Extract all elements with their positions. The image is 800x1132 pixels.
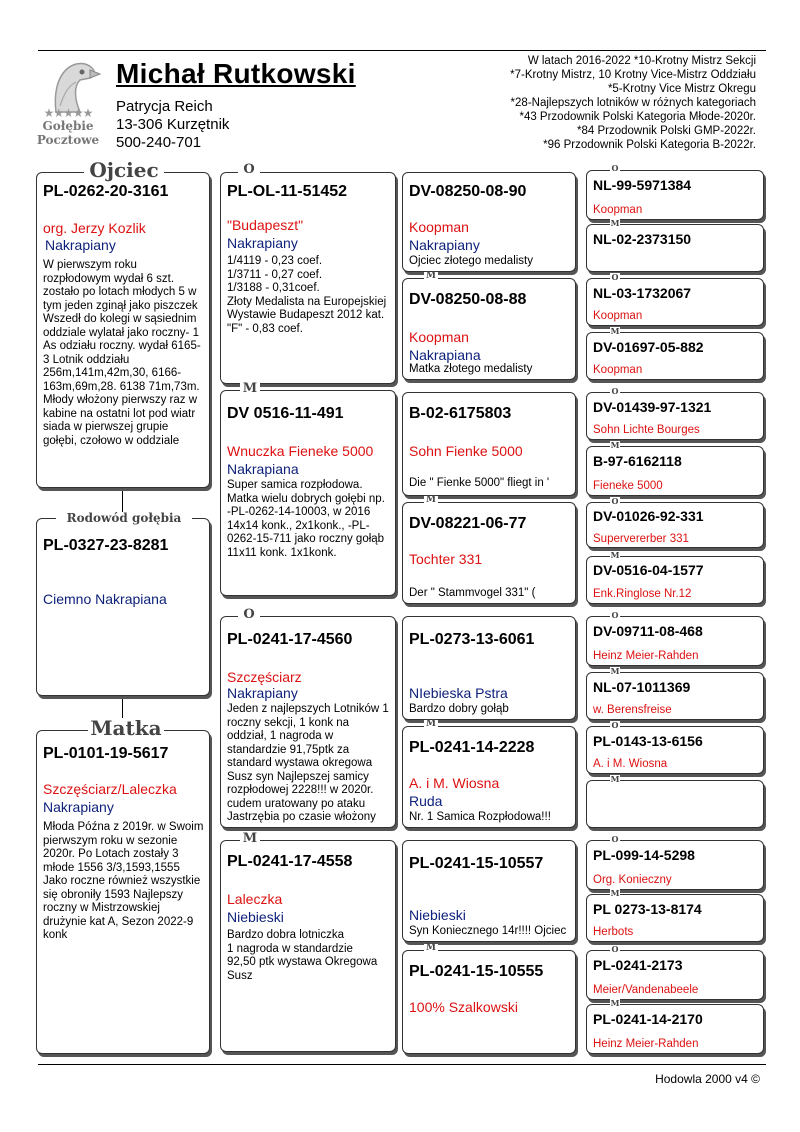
gen3-card[interactable]	[402, 726, 576, 828]
achievement: W latach 2016-2022 *10-Krotny Mistrz Sekcji	[527, 55, 756, 67]
gen3-name: A. i M. Wiosna	[409, 775, 500, 791]
gen3-notes: Bardzo dobry gołąb	[409, 703, 509, 715]
gen3-ring: DV-08250-08-90	[409, 183, 527, 200]
gen2-card[interactable]	[220, 840, 396, 1052]
top-rule	[38, 50, 766, 51]
gen2-sire-label: O	[238, 608, 260, 621]
gen4-ring: PL 0273-13-8174	[593, 901, 702, 917]
gen3-name: Koopman	[409, 329, 469, 345]
gen3-card[interactable]	[402, 172, 576, 272]
sire-name: org. Jerzy Kozlik	[43, 220, 146, 236]
gen4-card[interactable]	[586, 780, 764, 828]
dam-name: Szczęściarz/Laleczka	[43, 781, 177, 797]
gen4-sire-label: O	[611, 496, 619, 506]
gen4-card[interactable]	[586, 502, 764, 548]
gen4-name: Koopman	[593, 204, 643, 216]
owner-name: Patrycja Reich	[116, 98, 213, 115]
gen3-card[interactable]	[402, 392, 576, 496]
gen3-notes: Der " Stammvogel 331" (	[409, 587, 536, 599]
gen4-card[interactable]	[586, 170, 764, 220]
gen4-name: Org. Konieczny	[593, 874, 672, 886]
achievement: *5-Krotny Vice Mistrz Okregu	[607, 83, 756, 95]
gen3-dam-label: M	[424, 720, 438, 729]
achievement: *28-Najlepszych lotników w różnych kategoriach	[510, 97, 756, 109]
gen2-card[interactable]	[220, 172, 396, 384]
gen2-name: "Budapeszt"	[227, 217, 304, 233]
gen3-name: 100% Szalkowski	[409, 999, 518, 1015]
gen4-sire-label: O	[611, 834, 619, 844]
gen2-name: Wnuczka Fieneke 5000	[227, 443, 374, 459]
gen4-ring: PL-0241-2173	[593, 957, 683, 973]
gen2-notes: Bardzo dobra lotniczka 1 nagroda w standardzie 92,50 ptk wystawa Okregowa Susz	[227, 929, 378, 982]
gen4-sire-label: O	[611, 163, 619, 173]
software-credit: Hodowla 2000 v4 ©	[655, 1072, 760, 1086]
address: 13-306 Kurzętnik	[116, 116, 230, 133]
gen4-ring: B-97-6162118	[593, 453, 682, 469]
achievements	[420, 54, 756, 152]
gen3-color: Nakrapiany	[409, 237, 480, 253]
gen2-color: Nakrapiany	[227, 685, 298, 701]
gen4-card[interactable]	[586, 950, 764, 1000]
gen3-color: NIebieska Pstra	[409, 685, 508, 701]
gen3-ring: DV-08250-08-88	[409, 291, 527, 308]
gen3-card[interactable]	[402, 616, 576, 720]
gen4-sire-label: O	[611, 386, 619, 396]
bottom-rule	[38, 1064, 766, 1065]
gen2-color: Nakrapiana	[227, 461, 299, 477]
gen4-dam-label: M	[610, 998, 620, 1008]
gen4-ring: PL-0241-14-2170	[593, 1011, 703, 1027]
gen4-name: w. Berensfreise	[593, 704, 672, 716]
achievement: *7-Krotny Mistrz, 10 Krotny Vice-Mistrz Oddziału	[510, 69, 756, 81]
gen3-ring: PL-0273-13-6061	[409, 631, 535, 648]
gen4-card[interactable]	[586, 332, 764, 380]
gen4-dam-label: M	[610, 440, 620, 450]
gen4-name: A. i M. Wiosna	[593, 758, 668, 770]
pedigree-label: Rodowód gołębia	[56, 512, 192, 524]
gen4-name: Heinz Meier-Rahden	[593, 650, 699, 662]
gen4-ring: DV-0516-04-1577	[593, 562, 704, 578]
gen4-card[interactable]	[586, 726, 764, 774]
gen3-ring: DV-08221-06-77	[409, 515, 527, 532]
gen4-dam-label: M	[610, 326, 620, 336]
gen4-card[interactable]	[586, 556, 764, 604]
gen4-dam-label: M	[610, 774, 620, 784]
gen3-card[interactable]	[402, 840, 576, 942]
gen2-name: Szczęściarz	[227, 669, 302, 685]
gen4-name: Supervererber 331	[593, 533, 689, 545]
logo-text-line1: Gołębie	[42, 119, 94, 133]
dam-label: Matka	[88, 718, 164, 738]
gen4-sire-label: O	[611, 610, 619, 620]
gen4-ring: DV-01026-92-331	[593, 508, 704, 524]
gen4-sire-label: O	[611, 944, 619, 954]
gen4-card[interactable]	[586, 894, 764, 942]
gen4-name: Fieneke 5000	[593, 480, 663, 492]
gen4-card[interactable]	[586, 840, 764, 890]
gen3-color: Ruda	[409, 793, 443, 809]
gen4-ring: DV-01697-05-882	[593, 339, 704, 355]
gen4-name: Enk.Ringlose Nr.12	[593, 588, 692, 600]
sire-notes: W pierwszym roku rozpłodowym wydał 6 szt. zostało po lotach młodych 5 w tym jeden zginął jako piszczek Wszedł do kolegi w sąsiednim oddziale wylatał jako roczny- 1 As odziału roczny. wydał 6165-3 Lotnik oddziału 256m,141m,42m,30, 6166-163m,69m,28. 6138 71m,73m. Młody włożony pierwszy raz w kabine na ostatni lot pod wiatr siada w pierwszej grupie gołębi, czołowo w oddziale	[43, 259, 201, 447]
sire-ring: PL-0262-20-3161	[43, 183, 169, 200]
gen3-dam-label: M	[424, 496, 438, 505]
gen3-ring: PL-0241-14-2228	[409, 739, 535, 756]
dam-ring: PL-0101-19-5617	[43, 745, 169, 762]
subject-ring: PL-0327-23-8281	[43, 537, 169, 554]
gen2-name: Laleczka	[227, 891, 283, 907]
achievement: *84 Przodownik Polski GMP-2022r.	[577, 125, 756, 137]
gen2-ring: PL-0241-17-4560	[227, 631, 353, 648]
gen4-card[interactable]	[586, 278, 764, 326]
gen3-ring: PL-0241-15-10555	[409, 963, 544, 980]
sire-color: Nakrapiany	[45, 237, 116, 253]
gen2-dam-label: M	[240, 832, 260, 845]
gen4-name: Meier/Vandenabeele	[593, 984, 699, 996]
gen4-dam-label: M	[610, 888, 620, 898]
gen2-card[interactable]	[220, 390, 396, 596]
gen4-card[interactable]	[586, 616, 764, 666]
gen4-card[interactable]	[586, 672, 764, 720]
gen4-ring: NL-07-1011369	[593, 679, 691, 695]
gen3-notes: Syn Koniecznego 14r!!!! Ojciec	[409, 925, 567, 937]
achievement: *96 Przodownik Polski Kategoria B-2022r.	[543, 139, 756, 151]
gen4-sire-label: O	[611, 720, 619, 730]
gen2-dam-label: M	[240, 382, 260, 395]
gen4-name: Herbots	[593, 926, 634, 938]
gen2-ring: PL-0241-17-4558	[227, 853, 353, 870]
gen2-ring: DV 0516-11-491	[227, 405, 344, 422]
gen4-card[interactable]	[586, 224, 764, 272]
gen4-ring: PL-099-14-5298	[593, 847, 695, 863]
gen4-dam-label: M	[610, 218, 620, 228]
gen2-notes: Jeden z najlepszych Lotników 1 roczny sekcji, 1 konk na oddział, 1 nagroda w standardzie 91,75ptk za standard wystawa okregowa Susz syn Najlepszej samicy rozpłodowej 2228!!! w 2020r. cudem uratowany po ataku Jastrzębia po czasie włożony	[227, 703, 389, 823]
dam-notes: Młoda Późna z 2019r. w Swoim pierwszym roku w sezonie 2020r. Po Lotach zostały 3 młode 1556 3/3,1593,1555 Jako roczne również wszystkie się obroniły 1593 Najlepszy roczny w Mistrzowskiej drużynie kat A, Sezon 2022-9 konk	[43, 821, 204, 941]
gen2-sire-label: O	[238, 163, 260, 176]
gen4-ring: DV-01439-97-1321	[593, 399, 712, 415]
gen2-notes: Super samica rozpłodowa. Matka wielu dobrych gołębi np. -PL-0262-14-10003, w 2016 14x14 konk., 2x1konk., -PL-0262-15-711 jako roczny gołąb 11x11 konk. 1x1konk.	[227, 479, 385, 559]
gen4-ring: NL-02-2373150	[593, 231, 692, 247]
dam-color: Nakrapiany	[43, 799, 114, 815]
gen3-notes: Matka złotego medalisty	[409, 363, 533, 375]
logo-text-line2: Pocztowe	[36, 133, 100, 147]
sire-label: Ojciec	[84, 160, 164, 180]
gen3-notes: Nr. 1 Samica Rozpłodowa!!!	[409, 811, 551, 823]
gen3-dam-label: M	[424, 944, 438, 953]
gen2-notes: 1/4119 - 0,23 coef. 1/3711 - 0,27 coef. 1/3188 - 0,31coef. Złoty Medalista na Europejskiej Wystawie Budapeszt 2012 kat. "F" - 0,83 coef.	[227, 255, 387, 335]
subject-color: Ciemno Nakrapiana	[43, 591, 167, 607]
gen3-name: Sohn Fienke 5000	[409, 443, 523, 459]
gen4-name: Sohn Lichte Bourges	[593, 424, 700, 436]
gen2-ring: PL-OL-11-51452	[227, 183, 348, 200]
gen4-card[interactable]	[586, 446, 764, 496]
gen3-color: Niebieski	[409, 907, 466, 923]
gen4-name: Koopman	[593, 364, 643, 376]
gen3-notes: Ojciec złotego medalisty	[409, 255, 533, 267]
gen3-name: Tochter 331	[409, 551, 483, 567]
gen4-name: Koopman	[593, 310, 643, 322]
gen4-ring: DV-09711-08-468	[593, 623, 703, 639]
gen2-card[interactable]	[220, 616, 396, 828]
gen4-name: Heinz Meier-Rahden	[593, 1038, 699, 1050]
gen3-ring: PL-0241-15-10557	[409, 855, 544, 872]
gen2-color: Niebieski	[227, 909, 284, 925]
breeder-name: Michał Rutkowski	[116, 58, 356, 89]
logo-stars: ★★★★★	[43, 106, 93, 120]
gen4-ring: NL-99-5971384	[593, 177, 692, 193]
achievement: *43 Przodownik Polski Kategoria Młode-2020r.	[519, 111, 756, 123]
gen4-card[interactable]	[586, 392, 764, 440]
gen4-sire-label: O	[611, 272, 619, 282]
dam-card[interactable]	[36, 730, 210, 1054]
subject-card[interactable]	[36, 518, 210, 696]
gen3-name: Koopman	[409, 219, 469, 235]
logo	[34, 56, 104, 148]
gen4-ring: PL-0143-13-6156	[593, 733, 703, 749]
gen3-card[interactable]	[402, 950, 576, 1054]
gen4-ring: NL-03-1732067	[593, 285, 692, 301]
phone: 500-240-701	[116, 134, 202, 151]
sire-card[interactable]	[36, 172, 210, 488]
gen4-dam-label: M	[610, 550, 620, 560]
gen3-card[interactable]	[402, 278, 576, 380]
gen3-color: Nakrapiana	[409, 347, 481, 363]
gen3-card[interactable]	[402, 502, 576, 604]
gen3-dam-label: M	[424, 272, 438, 281]
gen3-notes: Die " Fienke 5000" fliegt in '	[409, 477, 550, 489]
gen3-ring: B-02-6175803	[409, 405, 512, 422]
gen2-color: Nakrapiany	[227, 235, 298, 251]
gen4-dam-label: M	[610, 666, 620, 676]
gen4-card[interactable]	[586, 1004, 764, 1054]
